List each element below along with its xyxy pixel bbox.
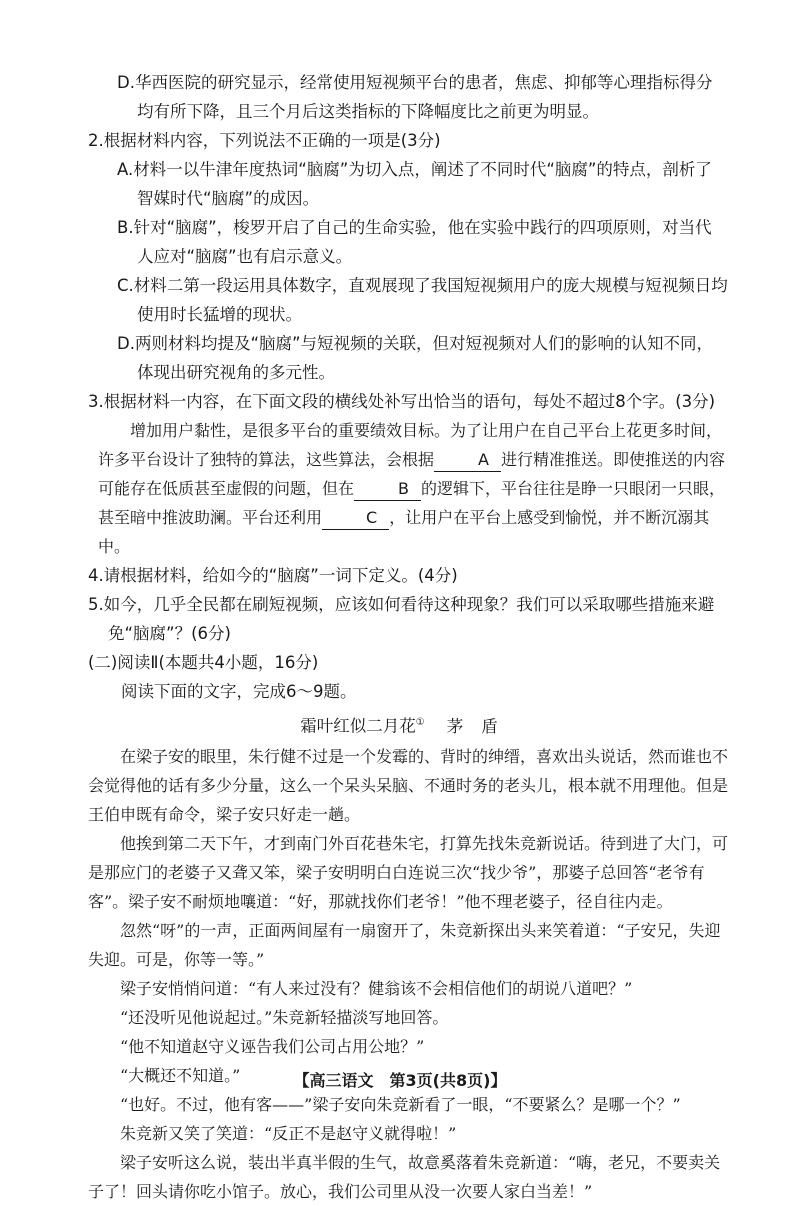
story-paragraph: 梁子安悄悄问道：“有人来过没有？健翁该不会相信他们的胡说八道吧？” [120, 978, 633, 998]
blank-b[interactable]: B [354, 478, 421, 501]
story-paragraph: 梁子安听这么说，装出半真半假的生气，故意奚落着朱竞新道：“嗨，老兄，不要卖关子了！回头请你吃小馆子。放心，我们公司里从没一次要人家白当差！” [88, 1152, 721, 1201]
q3-passage [98, 416, 728, 561]
story-paragraph: “他不知道赵守义诬告我们公司占用公地？” [120, 1036, 425, 1056]
section-instruction: 阅读下面的文字，完成6～9题。 [121, 682, 357, 701]
footnote-marker: ① [415, 717, 425, 728]
q3-passage-part3: 的逻辑下，平台往往是睁一只眼闭一只眼，甚至暗中推波助澜。平台还利用 [98, 479, 726, 527]
q1-option-d: D.华西医院的研究显示，经常使用短视频平台的患者，焦虑、抑郁等心理指标得分均有所下降，且三个月后这类指标的下降幅度比之前更为明显。 [117, 73, 713, 121]
story-title [88, 708, 728, 742]
q2-option-c: C.材料二第一段运用具体数字，直观展现了我国短视频用户的庞大规模与短视频日均使用时长猛增的现状。 [117, 276, 728, 324]
story-paragraph: “也好。不过，他有客——”梁子安向朱竞新看了一眼，“不要紧么？是哪一个？” [120, 1094, 681, 1114]
story-title-text: 霜叶红似二月花 [300, 716, 416, 736]
q3-passage-part2: 进行精准推送。即使推送的内容可能存在低质甚至虚假的问题，但在 [98, 450, 725, 498]
q2-option-d: D.两则材料均提及“脑腐”与短视频的关联，但对短视频对人们的影响的认知不同，体现出研究视角的多元性。 [117, 334, 714, 382]
story-paragraph: “还没听见他说起过。”朱竞新轻描淡写地回答。 [120, 1007, 449, 1027]
q3-passage-part4: ，让用户在平台上感受到愉悦，并不断沉溺其中。 [98, 508, 710, 556]
blank-a[interactable]: A [434, 449, 501, 472]
q4-stem: 4.请根据材料，给如今的“脑腐”一词下定义。(4分) [88, 566, 458, 585]
q3-stem: 3.根据材料一内容，在下面文段的横线处补写出恰当的语句，每处不超过8个字。(3分) [88, 392, 716, 411]
page-footer: 【高三语文 第3页(共8页)】 [293, 1071, 507, 1090]
q2-stem: 2.根据材料内容，下列说法不正确的一项是(3分) [88, 131, 441, 150]
q2-option-a: A.材料一以牛津年度热词“脑腐”为切入点，阐述了不同时代“脑腐”的特点，剖析了智媒时代“脑腐”的成因。 [117, 160, 712, 208]
q3-passage-part1: 增加用户黏性，是很多平台的重要绩效目标。为了让用户在自己平台上花更多时间，许多平台设计了独特的算法，这些算法，会根据 [98, 421, 723, 469]
story-author: 茅盾 [446, 716, 516, 736]
story-body [88, 742, 728, 1206]
q5-stem: 5.如今，几乎全民都在刷短视频，应该如何看待这种现象？我们可以采取哪些措施来避免“脑腐”？(6分) [88, 595, 715, 643]
story-paragraph: 他挨到第二天下午，才到南门外百花巷朱宅，打算先找朱竞新说话。待到进了大门，可是那应门的老婆子又聋又笨，梁子安明明白白连说三次“找少爷”，那婆子总回答“老爷有客”。梁子安不耐烦地嚷道：“好，那就找你们老爷！”他不理老婆子，径自往内走。 [88, 833, 729, 911]
story-paragraph: “大概还不知道。” [120, 1065, 241, 1085]
story-paragraph: 朱竞新又笑了笑道：“反正不是赵守义就得啦！” [120, 1123, 457, 1143]
blank-c[interactable]: C [322, 507, 389, 530]
story-paragraph: 在梁子安的眼里，朱行健不过是一个发霉的、背时的绅缙，喜欢出头说话，然而谁也不会觉得他的话有多少分量，这么一个呆头呆脑、不通时务的老头儿，根本就不用理他。但是王伯申既有命令，梁子安只好走一趟。 [88, 746, 729, 824]
q2-option-b: B.针对“脑腐”，梭罗开启了自己的生命实验，他在实验中践行的四项原则，对当代人应对“脑腐”也有启示意义。 [117, 218, 712, 266]
story-paragraph: 忽然“呀”的一声，正面两间屋有一扇窗开了，朱竞新探出头来笑着道：“子安兄，失迎失迎。可是，你等一等。” [88, 920, 721, 969]
section-heading: (二)阅读Ⅱ(本题共4小题，16分) [88, 653, 319, 672]
page-content [88, 68, 728, 1206]
